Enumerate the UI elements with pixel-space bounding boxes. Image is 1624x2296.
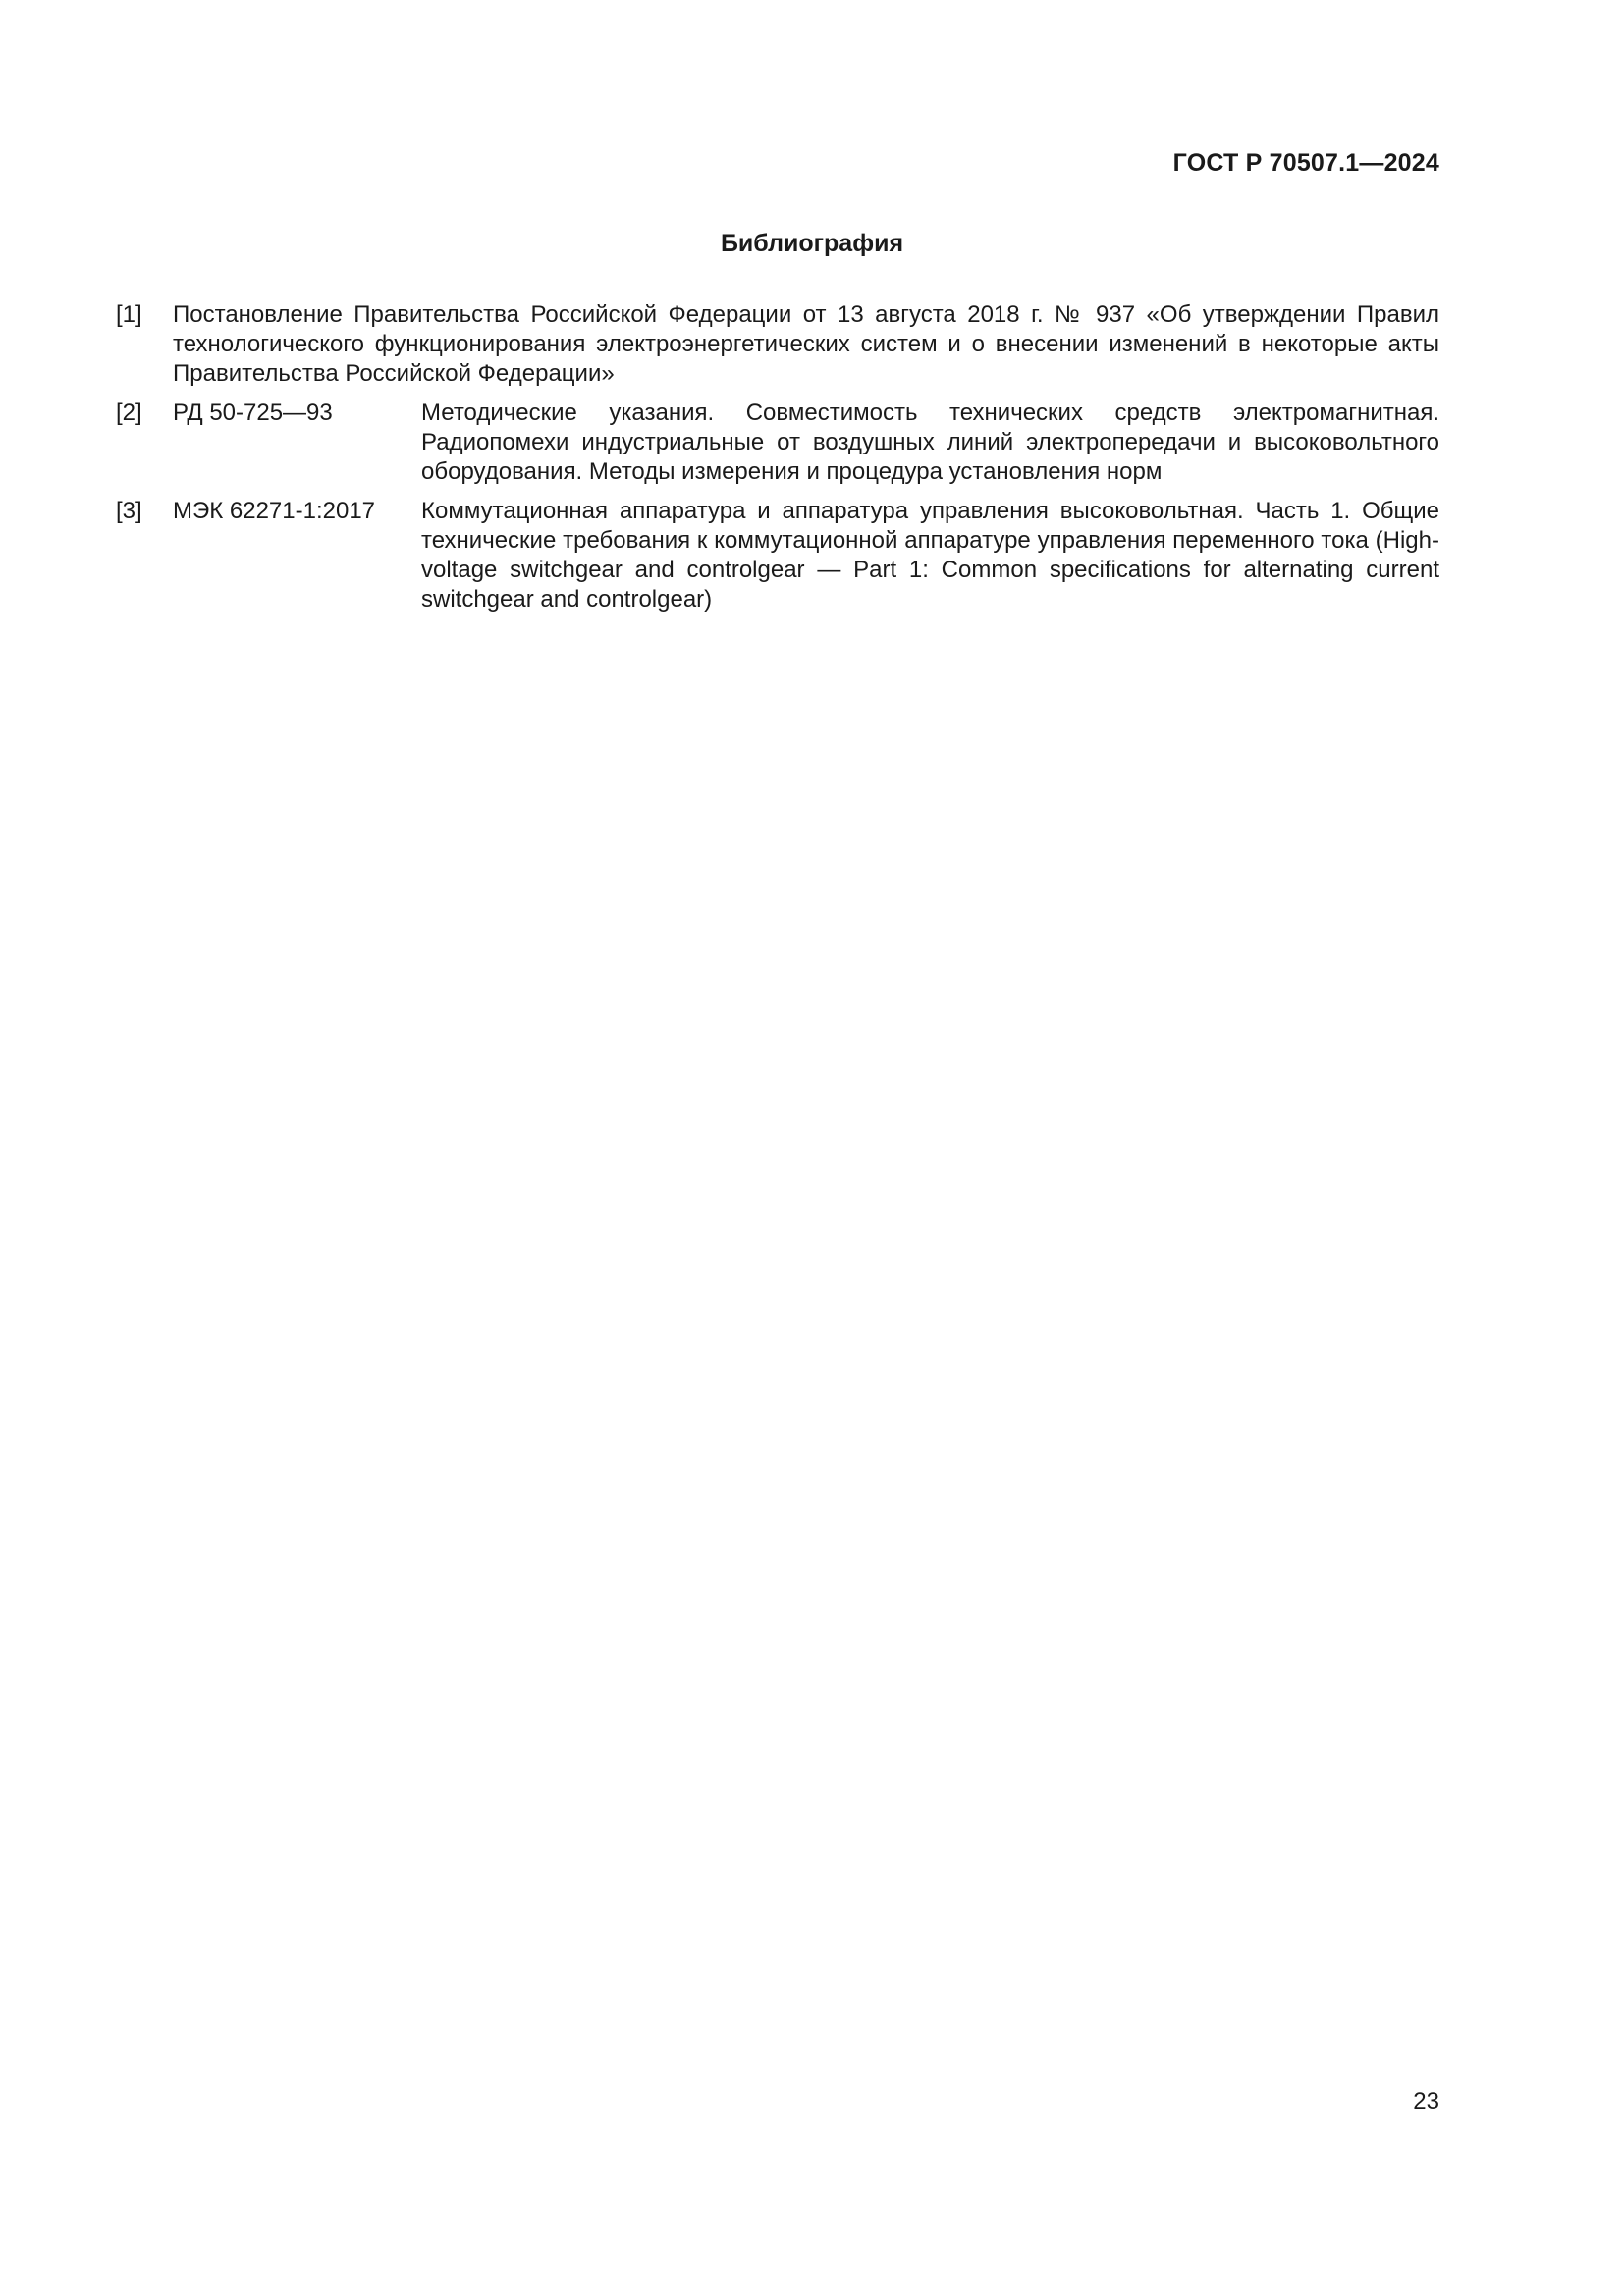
page-number: 23: [1413, 2088, 1439, 2114]
entry-text: Коммутационная аппаратура и аппаратура управления высоковольтная. Часть 1. Общие технические требования к коммутационной аппаратуре управления переменного тока (High-voltage switchgear and controlgear — Part 1: Common specifications for alternating current switchgear and controlgear): [421, 498, 1439, 613]
entry-code: МЭК 62271-1:2017: [173, 498, 376, 524]
bibliography-entry: [116, 497, 1439, 614]
bibliography-entry: [116, 300, 1439, 389]
entry-code: РД 50-725—93: [173, 400, 333, 426]
entry-number: [1]: [116, 301, 142, 328]
bibliography-entry: [116, 399, 1439, 487]
entry-number: [2]: [116, 400, 142, 426]
entry-text: Постановление Правительства Российской Федерации от 13 августа 2018 г. № 937 «Об утверждении Правил технологического функционирования электроэнергетических систем и о внесении изменений в некоторые акты Правительства Российской Федерации»: [173, 301, 1439, 387]
document-id: ГОСТ Р 70507.1—2024: [1172, 149, 1439, 177]
entry-text: Методические указания. Совместимость технических средств электромагнитная. Радиопомехи индустриальные от воздушных линий электропередачи и высоковольтного оборудования. Методы измерения и процедура установления норм: [421, 400, 1439, 485]
entry-number: [3]: [116, 498, 142, 524]
section-title: Библиография: [720, 230, 904, 257]
bibliography-list: [116, 300, 1439, 624]
